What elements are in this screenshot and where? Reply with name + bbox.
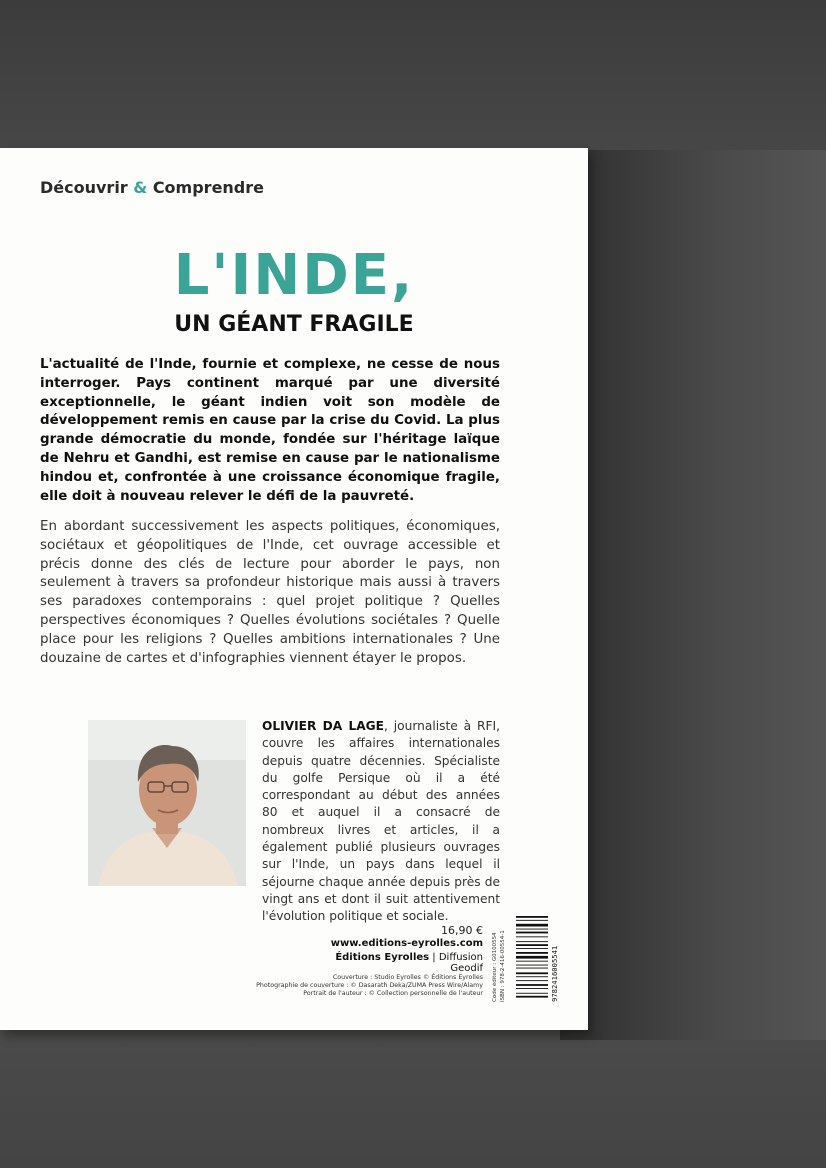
publisher-line	[300, 952, 483, 974]
editor-code: Code éditeur : G0100554	[492, 932, 498, 1002]
author-name: OLIVIER DA LAGE	[262, 719, 384, 733]
barcode-bar	[516, 941, 548, 942]
series-word-2: Comprendre	[152, 178, 264, 197]
barcode-bar	[516, 956, 548, 959]
barcode-bar	[516, 952, 548, 954]
background-shadow	[560, 150, 826, 1040]
barcode-bar	[516, 996, 548, 998]
book-title-line-1: L'INDE,	[173, 243, 415, 308]
barcode-bar	[516, 976, 548, 977]
barcode-bar	[516, 961, 548, 962]
credit-cover-photo: Photographie de couverture : © Dasarath Deka/ZUMA Press Wire/Alamy	[256, 982, 483, 989]
series-ampersand: &	[133, 178, 148, 197]
credit-cover: Couverture : Studio Eyrolles © Éditions Eyrolles	[332, 974, 483, 981]
book-title-line-2: UN GÉANT FRAGILE	[174, 312, 414, 337]
series-word-1: Découvrir	[40, 178, 128, 197]
isbn-code: ISBN : 978-2-416-00554-1	[500, 930, 506, 1002]
publisher-name: Éditions Eyrolles	[335, 952, 430, 963]
barcode-bar	[516, 916, 548, 918]
barcode-bar	[516, 984, 548, 986]
barcode	[516, 914, 560, 1004]
barcode-bar	[516, 944, 548, 946]
barcode-bar	[516, 993, 548, 994]
barcode-bar	[516, 988, 548, 989]
barcode-bar	[516, 948, 548, 949]
codes-block	[490, 918, 512, 1004]
barcode-bar	[516, 924, 548, 927]
barcode-bar	[516, 968, 548, 969]
summary-paragraph-1: L'actualité de l'Inde, fournie et complexe, ne cesse de nous interroger. Pays continent marqué par une diversité exceptionnelle, le géant indien voit son modèle de développement remis en cause par la crise du Covid. La plus grande démocratie du monde, fondée sur l'héritage laïque de Nehru et Gandhi, est remise en cause par le nationalisme hindou et, confrontée à une croissance économique fragile, elle doit à nouveau relever le défi de la pauvreté.	[40, 357, 500, 504]
barcode-bar	[516, 932, 548, 934]
barcode-bar	[516, 920, 548, 921]
barcode-bar	[516, 936, 548, 937]
barcode-bar	[516, 929, 548, 930]
barcode-digits: 9782416005541	[550, 945, 559, 1002]
publisher-diffusion: Diffusion Geodif	[438, 952, 483, 974]
series-label	[40, 178, 264, 197]
barcode-bar	[516, 980, 548, 981]
barcode-bars	[516, 916, 548, 998]
barcode-bar	[516, 965, 548, 966]
book-back-cover	[0, 148, 588, 1030]
barcode-bar	[516, 972, 548, 974]
credit-author-portrait: Portrait de l'auteur : © Collection personnelle de l'auteur	[303, 990, 483, 997]
summary-paragraph-2: En abordant successivement les aspects politiques, économiques, sociétaux et géopolitiques de l'Inde, cet ouvrage accessible et précis donne des clés de lecture pour aborder le pays, non seulement à travers sa profondeur historique mais aussi à travers ses paradoxes contemporains : quel projet politique ? Quelles perspectives économiques ? Quelles évolutions sociétales ? Quelle place pour les religions ? Quelles ambitions internationales ? Une douzaine de cartes et d'infographies viennent étayer le propos.	[40, 519, 500, 666]
author-bio-text: , journaliste à RFI, couvre les affaires internationales depuis quatre décennies. Spécialiste du golfe Persique où il a été correspondant au début des années 80 et auquel il a consacré de nombreux livres et articles, il a également publié plusieurs ouvrages sur l'Inde, un pays dans lequel il séjourne chaque année depuis près de vingt ans et dont il suit attentivement l'évolution politique et sociale.	[262, 719, 500, 924]
price: 16,90 €	[441, 924, 483, 937]
author-photo	[88, 720, 246, 886]
author-bio	[262, 718, 500, 926]
publisher-separator: |	[429, 952, 439, 963]
website-link[interactable]: www.editions-eyrolles.com	[330, 938, 483, 949]
